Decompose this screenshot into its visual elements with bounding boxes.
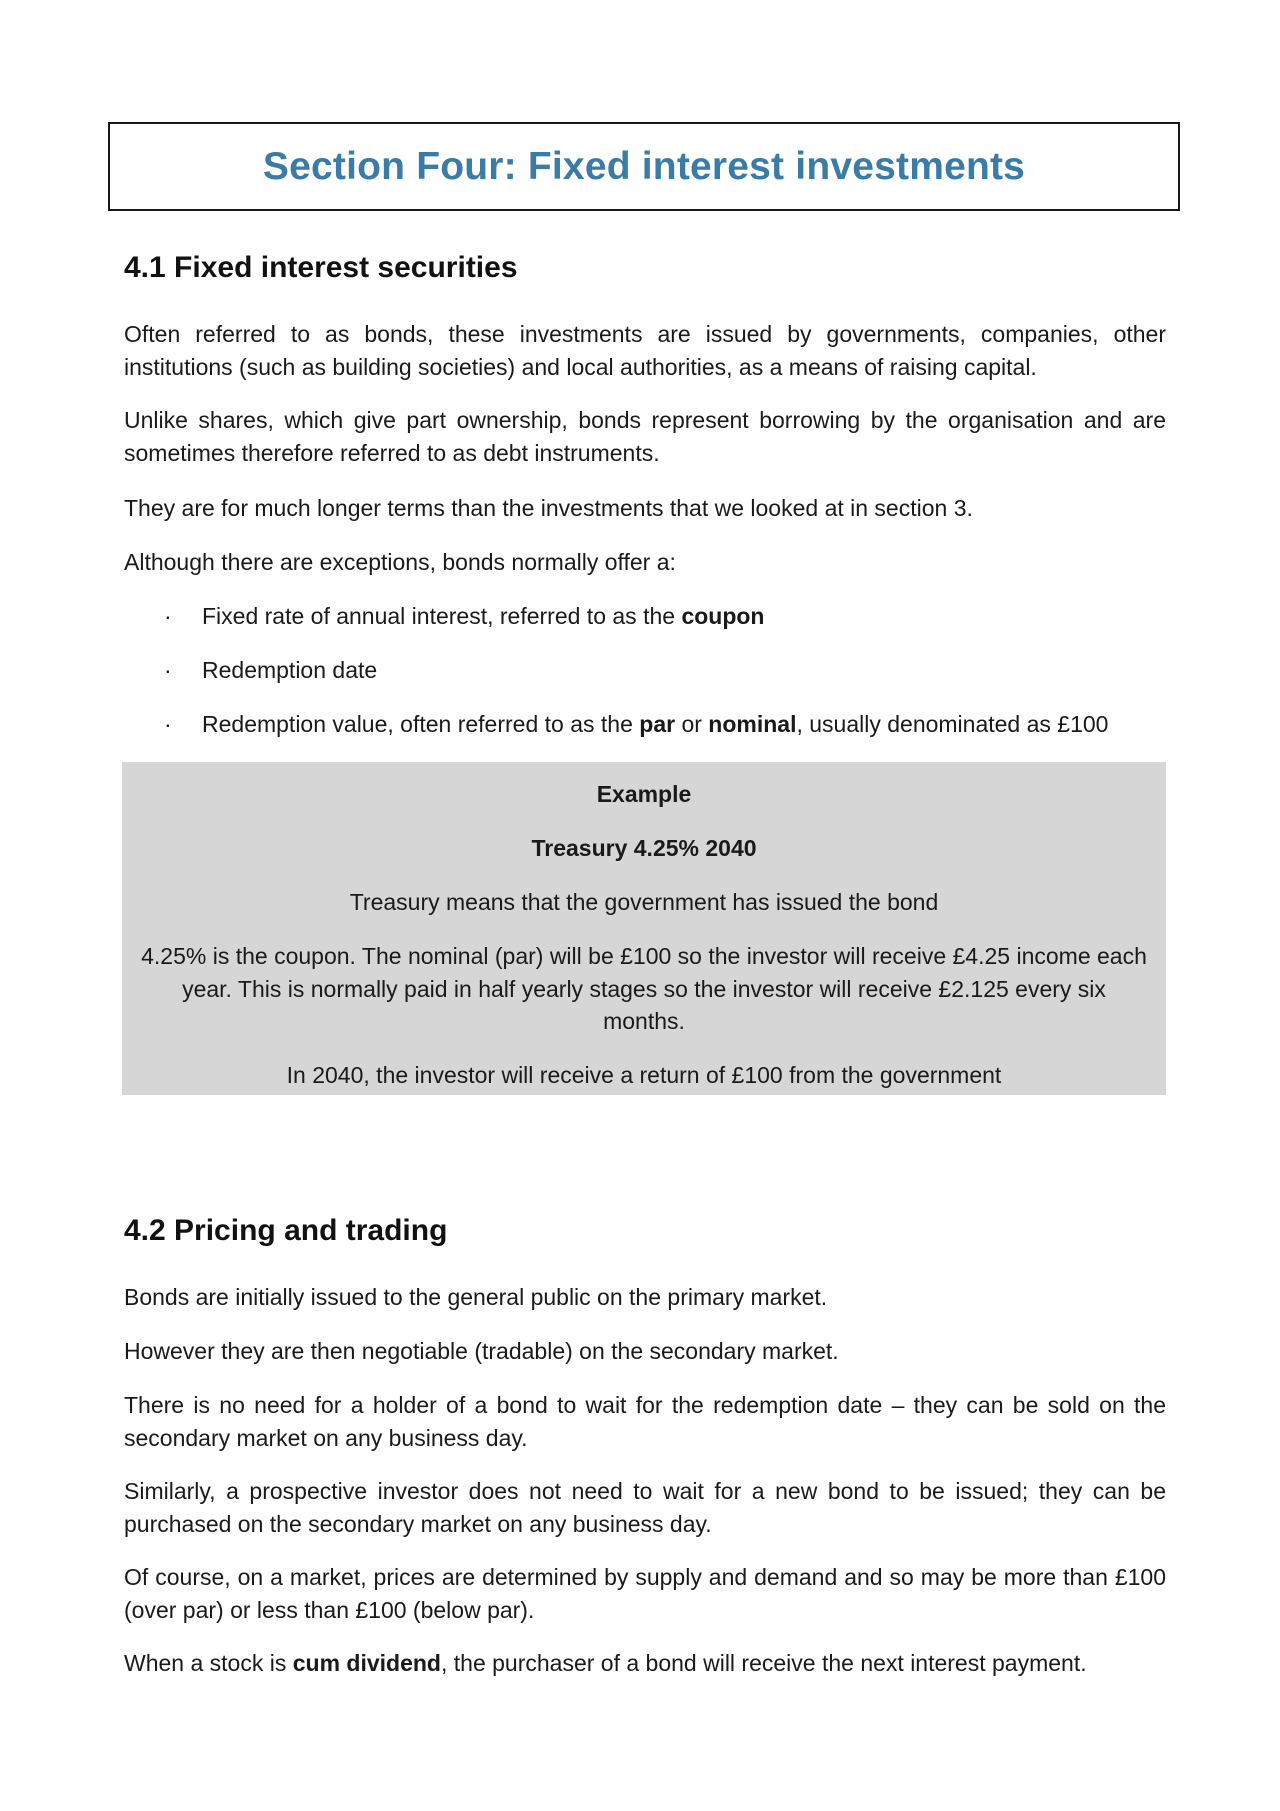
example-coupon-line-2: year. This is normally paid in half yearly stages so the investor will receive £2.125 every six (182, 975, 1106, 1002)
bullet-marker: · (164, 603, 172, 629)
paragraph-debt-instruments: Unlike shares, which give part ownership, bonds represent borrowing by the organisation and are sometimes therefore referred to as debt instruments. (124, 407, 1166, 466)
paragraph-bonds-intro: Often referred to as bonds, these investments are issued by governments, companies, other institutions (such as building societies) and local authorities, as a means of raising capital. (124, 321, 1166, 380)
term-nominal: nominal (708, 711, 797, 737)
paragraph-redemption-wait: There is no need for a holder of a bond to wait for the redemption date – they can be sold on the secondary market on any business day. (124, 1392, 1166, 1451)
term-par: par (639, 711, 676, 737)
example-return: In 2040, the investor will receive a return of £100 from the government (286, 1062, 1002, 1088)
term-coupon: coupon (681, 603, 765, 629)
example-label: Example (596, 781, 692, 807)
document-page: Section Four: Fixed interest investments 4.1 Fixed interest securities Often referred to as bonds, these investments are issued by governments, companies, other institutions (such as building societies) and local authorities, as a means of raising capital. Unlike shares, which give part ownership, bonds represent borrowing by the organisation and are sometimes therefore referred to as debt instruments. They are for much longer terms than the investments that we looked at in section 3. Although there are exceptions, bonds normally offer a: · Fixed rate of annual interest, referred to as the coupon · Redemption date · Redemption value, often referred to as the par or nominal, usually denominated as £100 Example Treasury 4.25% 2040 Treasury means that the government has issued the bond 4.25% is the coupon. The nominal (par) will be £100 so the investor will receive £4.25 income each year. This is normally paid in half yearly stages so the investor will receive £2.125 every six months. In 2040, the investor will receive a return of £100 from the government 4.2 Pricing and trading Bonds are initially issued to the general public on the primary market. However they are then negotiable (tradable) on the secondary market. There is no need for a holder of a bond to wait for the redemption date – they can be sold on the secondary market on any business day. Similarly, a prospective investor does not need to wait for a new bond to be issued; they can be purchased on the secondary market on any business day. Of course, on a market, prices are determined by supply and demand and so may be more than £100 (over par) or less than £100 (below par). When a stock is cum dividend, the purchaser of a bond will receive the next interest payment. (0, 0, 1280, 1811)
paragraph-primary-market: Bonds are initially issued to the general public on the primary market. (124, 1284, 828, 1310)
paragraph-cum-dividend: When a stock is cum dividend, the purchaser of a bond will receive the next interest payment. (124, 1650, 1087, 1676)
example-treasury-meaning: Treasury means that the government has issued the bond (349, 889, 939, 915)
heading-pricing-and-trading: 4.2 Pricing and trading (124, 1214, 448, 1247)
paragraph-supply-demand: Of course, on a market, prices are determined by supply and demand and so may be more than £100 (over par) or less than £100 (below par). (124, 1564, 1166, 1623)
example-coupon-line-1: 4.25% is the coupon. The nominal (par) will be £100 so the investor will receive £4.25 income each (141, 943, 1147, 969)
paragraph-bonds-offer: Although there are exceptions, bonds normally offer a: (124, 549, 676, 575)
paragraph-secondary-market: However they are then negotiable (tradable) on the secondary market. (124, 1338, 839, 1364)
bullet-marker: · (164, 711, 172, 737)
example-bond-name: Treasury 4.25% 2040 (531, 835, 757, 861)
heading-fixed-interest-securities: 4.1 Fixed interest securities (124, 251, 518, 284)
section-title-box (108, 122, 1180, 211)
bullet-marker: · (164, 657, 172, 683)
paragraph-prospective-investor: Similarly, a prospective investor does not need to wait for a new bond to be issued; they can be purchased on the secondary market on any business day. (124, 1478, 1166, 1537)
example-box (122, 762, 1166, 1095)
paragraph-longer-terms: They are for much longer terms than the investments that we looked at in section 3. (124, 495, 973, 521)
section-title: Section Four: Fixed interest investments (262, 144, 1026, 188)
term-cum-dividend: cum dividend (292, 1650, 441, 1676)
example-coupon-line-3: months. (603, 1008, 685, 1034)
